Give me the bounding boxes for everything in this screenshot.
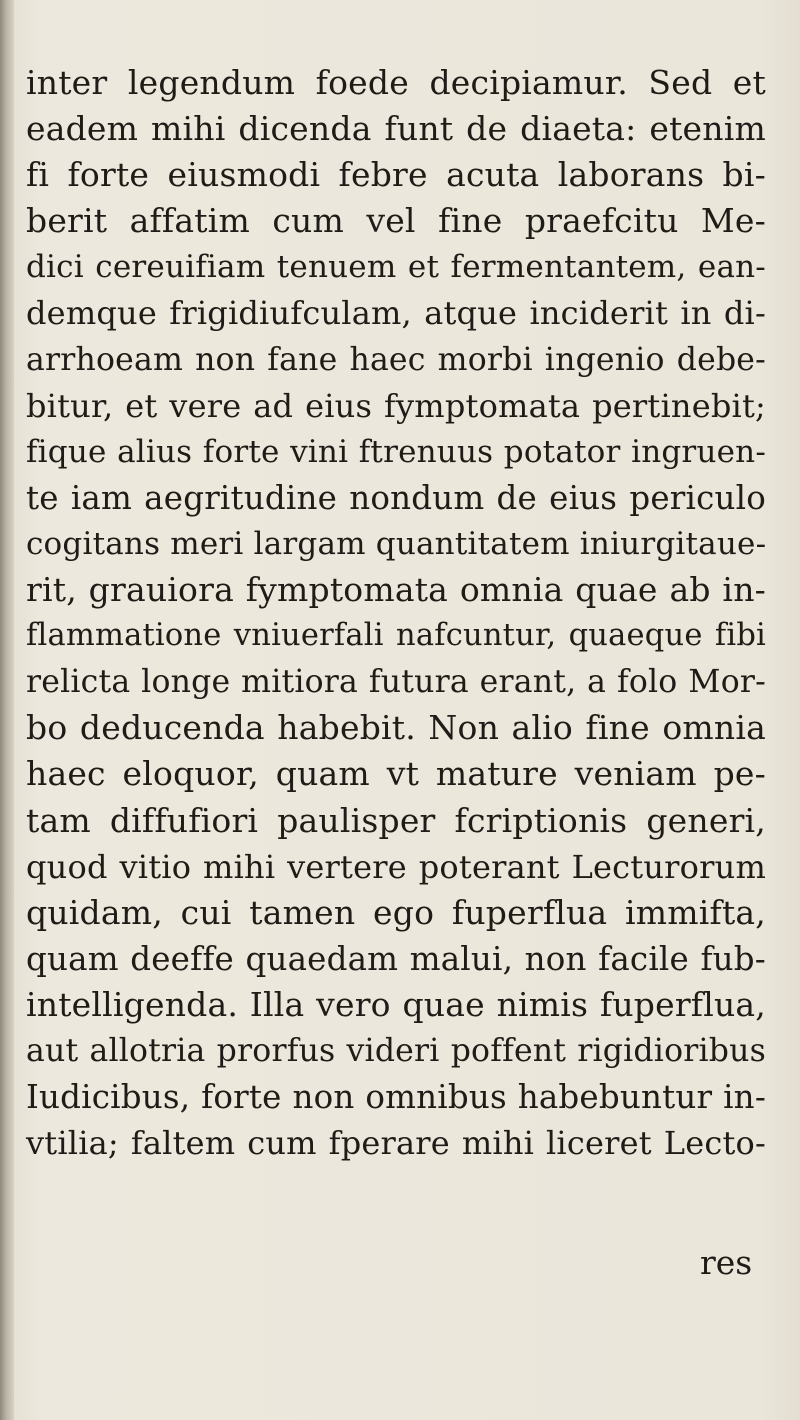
text-line: bo deducenda habebit. Non alio fine omnia bbox=[26, 708, 766, 748]
page-gutter bbox=[0, 0, 14, 1420]
text-line: bitur, et vere ad eius fymptomata pertinebit; bbox=[26, 386, 766, 425]
text-block bbox=[26, 60, 766, 1166]
text-line: fique alius forte vini ftrenuus potator ingruen- bbox=[26, 433, 766, 470]
text-line: rit, grauiora fymptomata omnia quae ab in- bbox=[26, 570, 766, 610]
text-line: fi forte eiusmodi febre acuta laborans bi- bbox=[26, 155, 766, 195]
text-line: arrhoeam non fane haec morbi ingenio debe- bbox=[26, 341, 766, 378]
text-line: quam deeffe quaedam malui, non facile fub- bbox=[26, 939, 766, 978]
text-line: Iudicibus, forte non omnibus habebuntur in- bbox=[26, 1078, 766, 1117]
text-line: berit affatim cum vel fine praefcitu Me- bbox=[26, 201, 766, 241]
text-line: aut allotria prorfus videri poffent rigidioribus bbox=[26, 1032, 766, 1069]
text-line: haec eloquor, quam vt mature veniam pe- bbox=[26, 754, 766, 794]
text-line: vtilia; faltem cum fperare mihi liceret Lecto- bbox=[26, 1124, 766, 1163]
text-line: eadem mihi dicenda funt de diaeta: etenim bbox=[26, 109, 766, 149]
text-line: dici cereuifiam tenuem et fermentantem, ean- bbox=[26, 249, 766, 286]
text-line: demque frigidiufculam, atque inciderit in di- bbox=[26, 294, 766, 333]
text-line: quod vitio mihi vertere poterant Lecturorum bbox=[26, 847, 766, 886]
catchword: res bbox=[700, 1243, 753, 1282]
text-line: tam diffufiori paulisper fcriptionis generi, bbox=[26, 800, 766, 840]
text-line: cogitans meri largam quantitatem iniurgitaue- bbox=[26, 525, 767, 562]
text-line: inter legendum foede decipiamur. Sed et bbox=[26, 63, 766, 102]
text-line: intelligenda. Illa vero quae nimis fuperflua, bbox=[26, 984, 766, 1024]
text-line: relicta longe mitiora futura erant, a folo Mor- bbox=[26, 664, 766, 701]
text-line: quidam, cui tamen ego fuperflua immifta, bbox=[26, 892, 766, 932]
text-line: te iam aegritudine nondum de eius periculo bbox=[26, 478, 766, 517]
text-line: flammatione vniuerfali nafcuntur, quaeque fibi bbox=[26, 618, 766, 654]
